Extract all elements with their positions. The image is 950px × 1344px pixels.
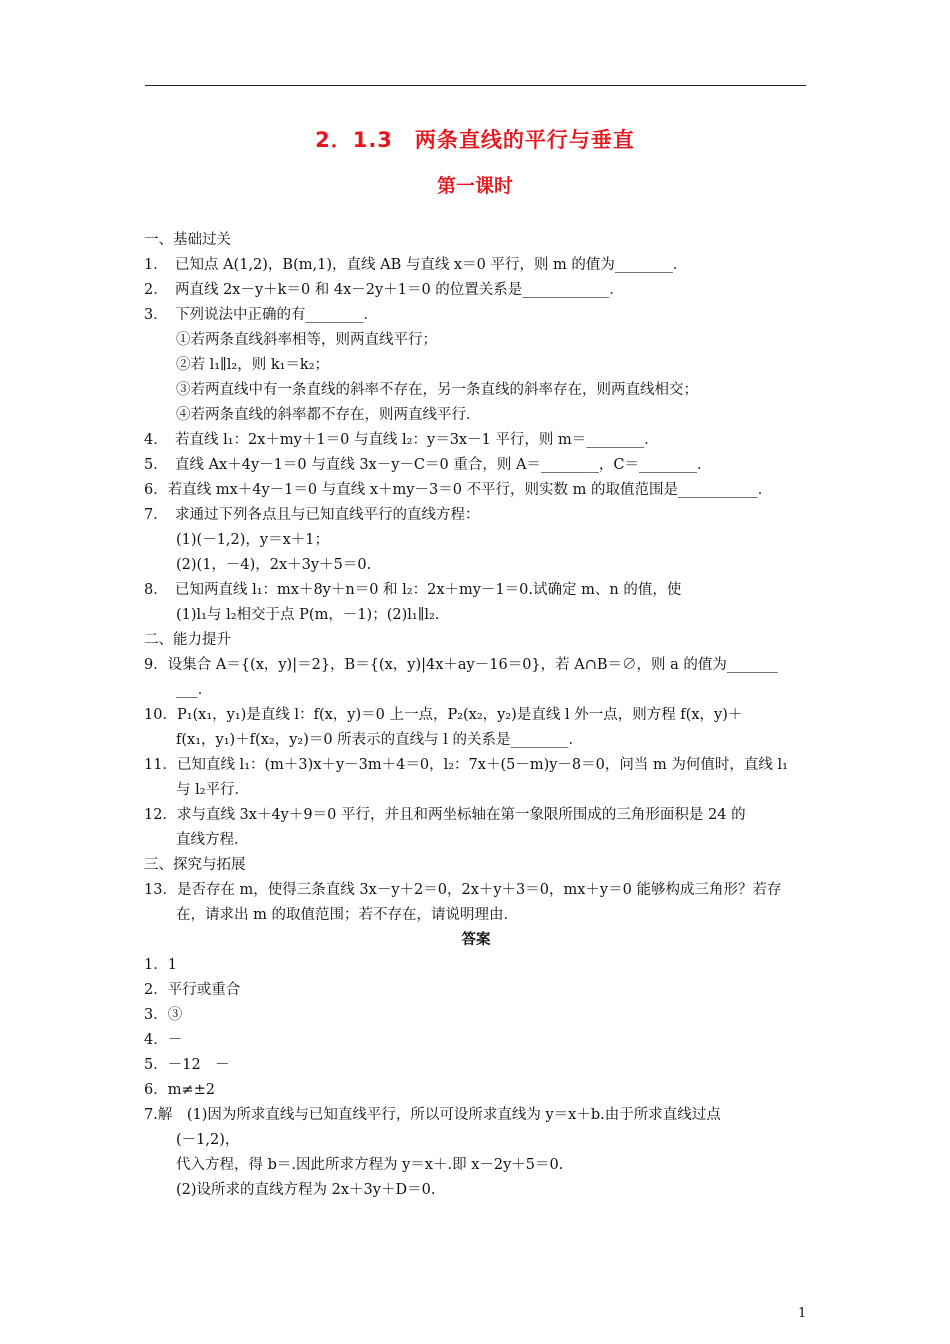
answer-line: 6．m≠±2 — [144, 1082, 215, 1098]
exercise-line: 2． 两直线 2x－y＋k＝0 和 4x－2y＋1＝0 的位置关系是____________． — [144, 282, 624, 298]
exercise-subitem: (2)(1，－4)，2x＋3y＋5＝0. — [176, 557, 372, 573]
page-title: 2．1.3 两条直线的平行与垂直 — [315, 128, 635, 152]
answer-continuation: 代入方程，得 b＝.因此所求方程为 y＝x＋.即 x－2y＋5＝0. — [176, 1157, 564, 1173]
exercise-line: 5． 直线 Ax＋4y－1＝0 与直线 3x－y－C＝0 重合，则 A＝________，C＝________． — [144, 457, 712, 473]
exercise-list — [144, 228, 808, 928]
section-heading-advanced: 二、能力提升 — [144, 632, 231, 648]
exercise-option: ①若两条直线斜率相等，则两直线平行； — [176, 332, 437, 348]
answer-line: 2．平行或重合 — [144, 982, 241, 998]
exercise-line: 10．P₁(x₁，y₁)是直线 l：f(x，y)＝0 上一点，P₂(x₂，y₂)是直线 l 外一点，则方程 f(x，y)＋ — [144, 707, 743, 723]
exercise-line: 3． 下列说法中正确的有________． — [144, 307, 378, 323]
page-number: 1 — [798, 1306, 807, 1321]
exercise-line: 13．是否存在 m，使得三条直线 3x－y＋2＝0，2x＋y＋3＝0，mx＋y＝0 能够构成三角形？若存 — [144, 882, 782, 898]
document-body — [144, 228, 808, 1203]
exercise-line: 7． 求通过下列各点且与已知直线平行的直线方程： — [144, 507, 480, 523]
exercise-subitem: (1)l₁与 l₂相交于点 P(m，－1)；(2)l₁∥l₂. — [176, 607, 440, 623]
exercise-line: 4． 若直线 l₁：2x＋my＋1＝0 与直线 l₂：y＝3x－1 平行，则 m＝________． — [144, 432, 659, 448]
exercise-option: ③若两直线中有一条直线的斜率不存在，另一条直线的斜率存在，则两直线相交； — [176, 382, 698, 398]
exercise-continuation: ___． — [176, 682, 213, 698]
exercise-continuation: f(x₁，y₁)＋f(x₂，y₂)＝0 所表示的直线与 l 的关系是________． — [176, 732, 584, 748]
answer-heading: 答案 — [461, 932, 491, 948]
answer-line: 7.解 (1)因为所求直线与已知直线平行，所以可设所求直线为 y＝x＋b.由于所求直线过点 — [144, 1107, 721, 1123]
page-subtitle: 第一课时 — [436, 175, 513, 197]
answer-line: 5．－12 － — [144, 1057, 230, 1073]
exercise-line: 8． 已知两直线 l₁：mx＋8y＋n＝0 和 l₂：2x＋my－1＝0.试确定 m、n 的值，使 — [144, 582, 682, 598]
exercise-continuation: 与 l₂平行． — [176, 782, 250, 798]
section-heading-basic: 一、基础过关 — [144, 232, 231, 248]
answer-line: 3．③ — [144, 1007, 183, 1023]
answer-list — [144, 953, 808, 1203]
exercise-line: 6．若直线 mx＋4y－1＝0 与直线 x＋my－3＝0 不平行，则实数 m 的取值范围是___________． — [144, 482, 773, 498]
exercise-continuation: 直线方程． — [176, 832, 249, 848]
exercise-line: 9．设集合 A＝{(x，y)|＝2}，B＝{(x，y)|4x＋ay－16＝0}，若 A∩B＝∅，则 a 的值为_______ — [144, 657, 778, 673]
section-heading-explore: 三、探究与拓展 — [144, 857, 246, 873]
header-rule — [145, 85, 806, 86]
exercise-line: 11．已知直线 l₁：(m＋3)x＋y－3m＋4＝0，l₂：7x＋(5－m)y－8＝0，问当 m 为何值时，直线 l₁ — [144, 757, 788, 773]
answer-continuation: (2)设所求的直线方程为 2x＋3y＋D＝0. — [176, 1182, 436, 1198]
exercise-line: 12．求与直线 3x＋4y＋9＝0 平行，并且和两坐标轴在第一象限所围成的三角形面积是 24 的 — [144, 807, 746, 823]
answer-line: 4．－ — [144, 1032, 183, 1048]
exercise-option: ②若 l₁∥l₂，则 k₁＝k₂； — [176, 357, 330, 373]
exercise-option: ④若两条直线的斜率都不存在，则两直线平行． — [176, 407, 481, 423]
answer-line: 1．1 — [144, 957, 177, 973]
exercise-line: 1． 已知点 A(1,2)，B(m,1)，直线 AB 与直线 x＝0 平行，则 m 的值为________． — [144, 257, 688, 273]
exercise-subitem: (1)(－1,2)，y＝x＋1； — [176, 532, 330, 548]
answer-continuation: (－1,2)， — [176, 1132, 240, 1148]
exercise-continuation: 在，请求出 m 的取值范围；若不存在，请说明理由． — [176, 907, 518, 923]
